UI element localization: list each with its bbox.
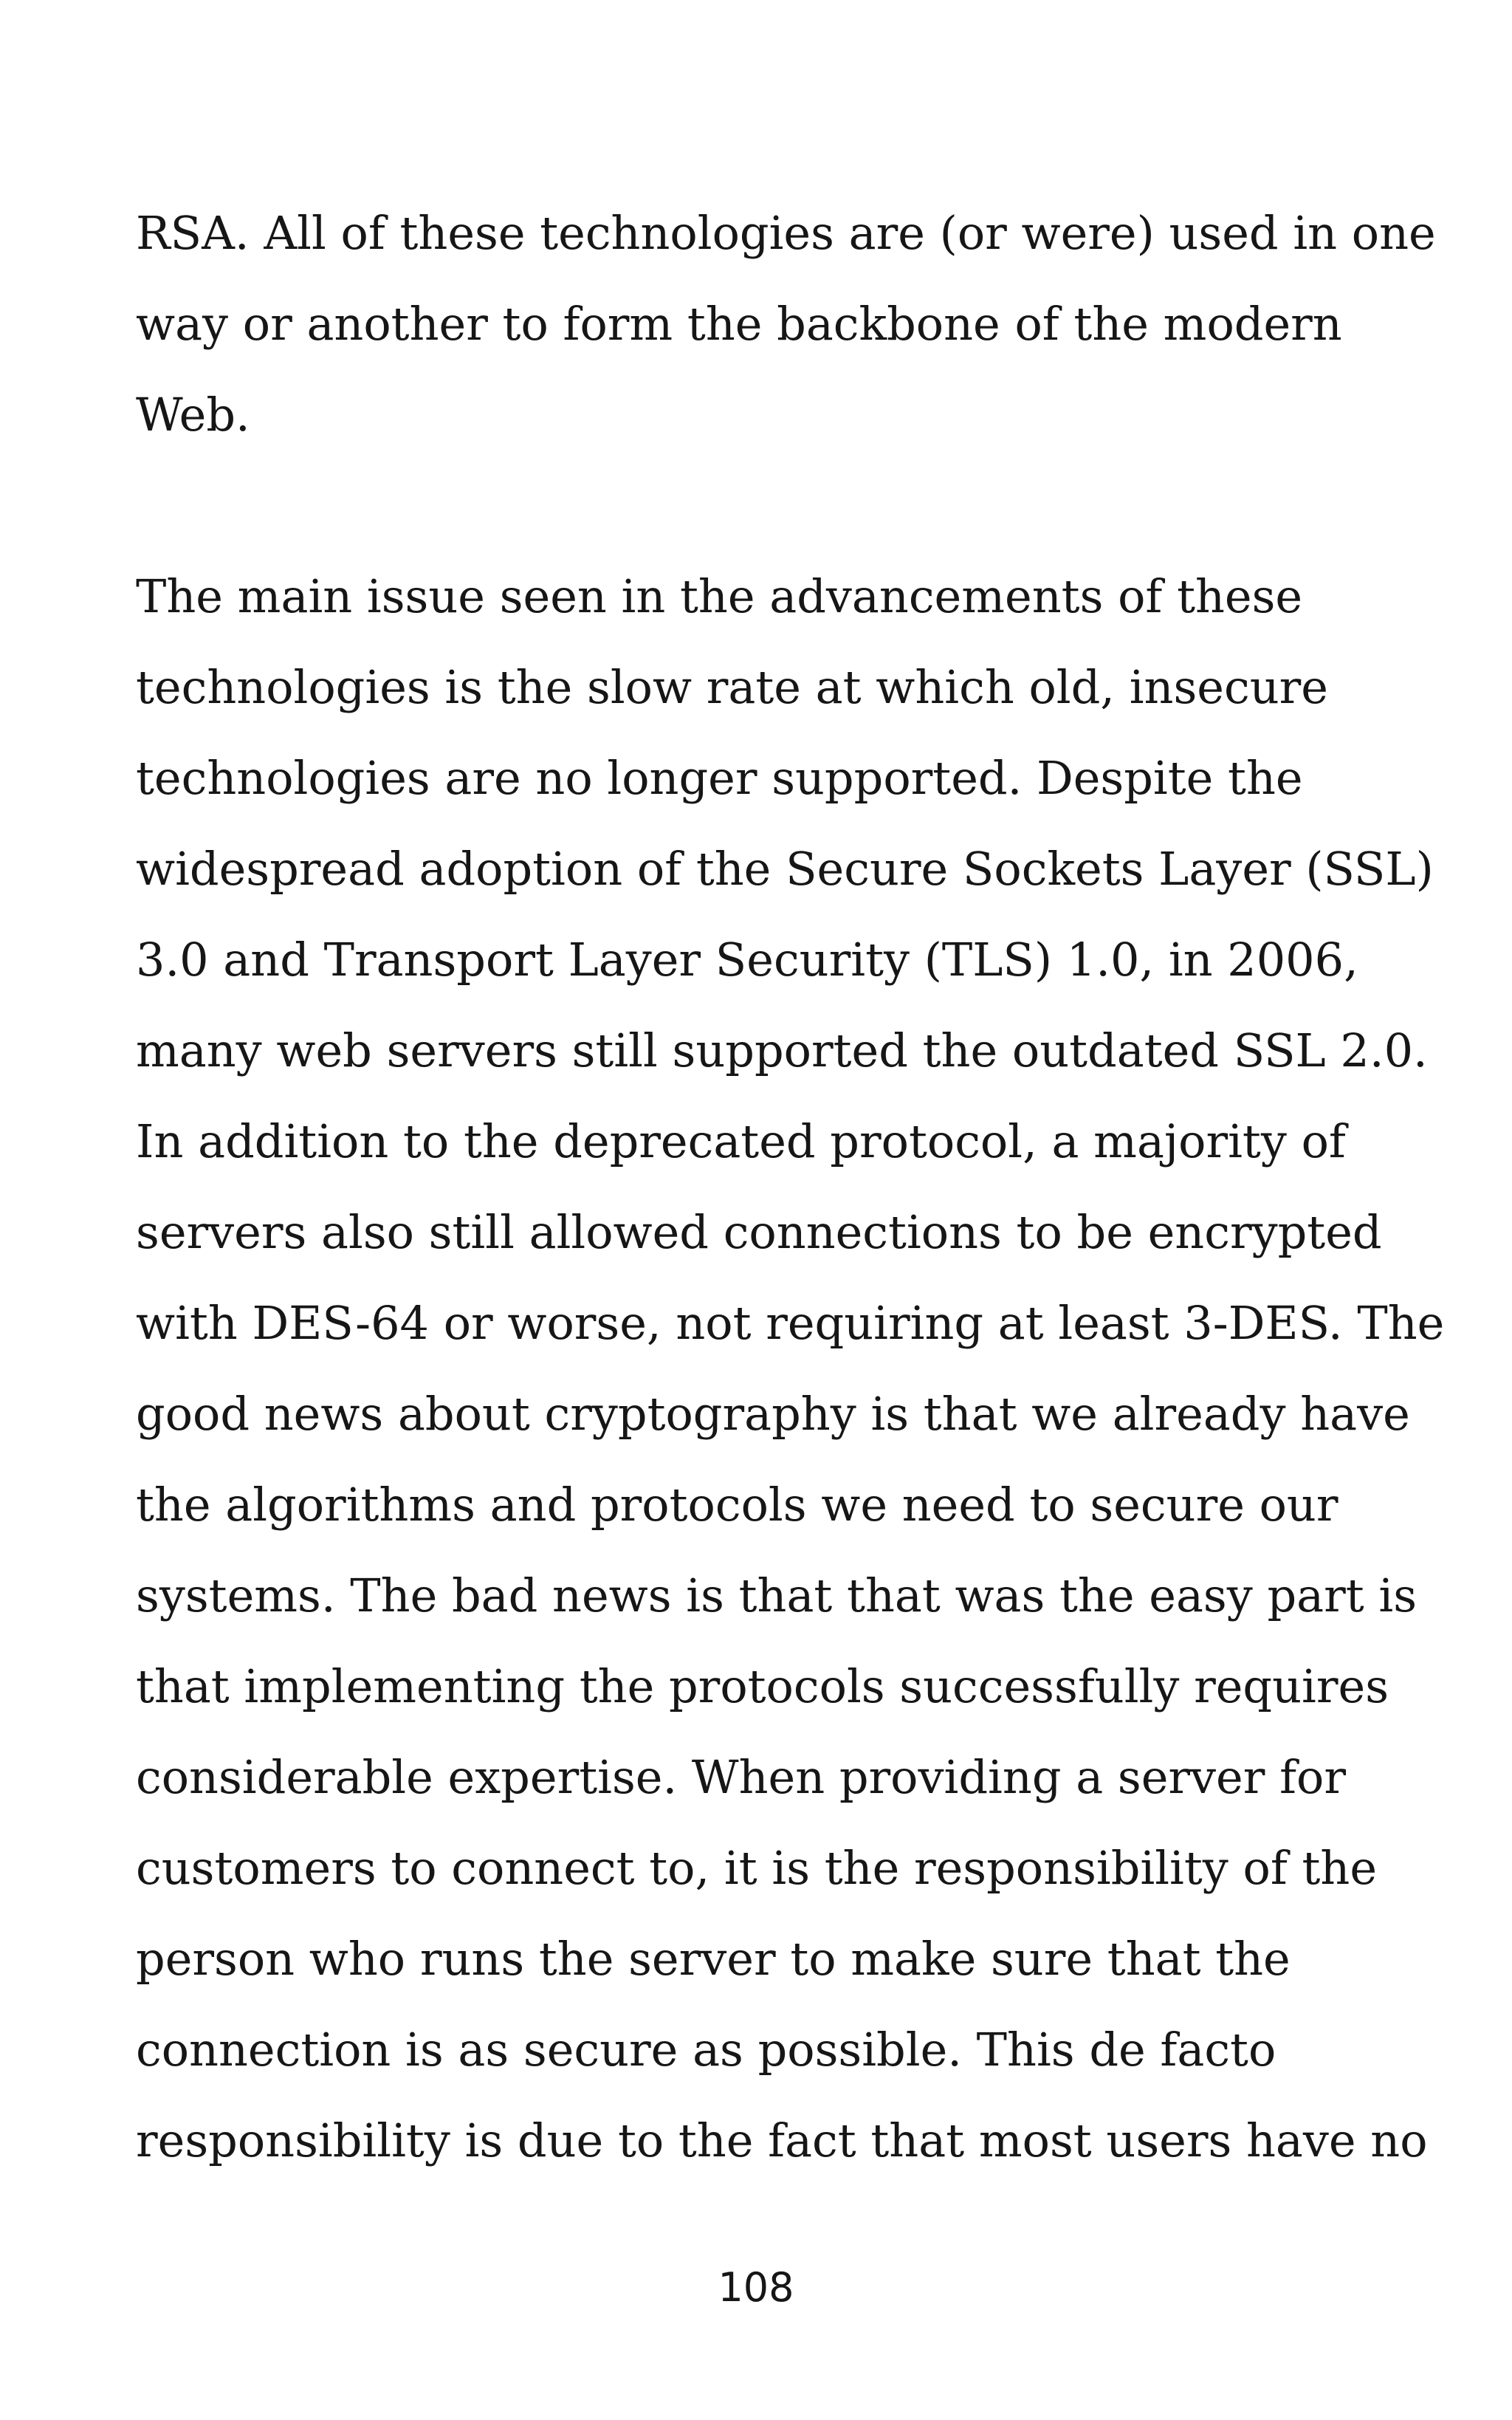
paragraph-2-line-7: In addition to the deprecated protocol, a majority of (136, 1114, 1346, 1168)
paragraph-2 (136, 551, 1445, 2186)
paragraph-2-line-14: considerable expertise. When providing a server for (136, 1750, 1347, 1804)
paragraph-2-line-6: many web servers still supported the outdated SSL 2.0. (136, 1024, 1428, 1077)
paragraph-2-line-4: widespread adoption of the Secure Sockets Layer (SSL) (136, 842, 1434, 896)
paragraph-2-line-18: responsibility is due to the fact that most users have no (136, 2114, 1428, 2167)
paragraph-2-line-9: with DES-64 or worse, not requiring at least 3-DES. The (136, 1296, 1445, 1350)
paragraph-2-line-8: servers also still allowed connections to be encrypted (136, 1205, 1382, 1259)
paragraph-2-line-15: customers to connect to, it is the responsibility of the (136, 1841, 1378, 1895)
paragraph-2-line-16: person who runs the server to make sure that the (136, 1932, 1291, 1986)
paragraph-1-line-1: RSA. All of these technologies are (or were) used in one (136, 206, 1436, 260)
paragraph-2-line-3: technologies are no longer supported. Despite the (136, 751, 1303, 805)
paragraph-1-line-3: Web. (136, 388, 250, 442)
paragraph-2-line-5: 3.0 and Transport Layer Security (TLS) 1.0, in 2006, (136, 933, 1358, 987)
paragraph-2-line-12: systems. The bad news is that that was the easy part is (136, 1569, 1418, 1622)
paragraph-1 (136, 188, 1436, 460)
page-number: 108 (718, 2264, 794, 2311)
paragraph-2-line-10: good news about cryptography is that we already have (136, 1387, 1410, 1441)
paragraph-2-line-2: technologies is the slow rate at which old, insecure (136, 660, 1328, 714)
paragraph-2-line-11: the algorithms and protocols we need to secure our (136, 1478, 1339, 1532)
paragraph-2-line-1: The main issue seen in the advancements of these (136, 569, 1303, 623)
paragraph-2-line-13: that implementing the protocols successfully requires (136, 1659, 1389, 1713)
paragraph-2-line-17: connection is as secure as possible. This de facto (136, 2023, 1276, 2077)
paragraph-1-line-2: way or another to form the backbone of the modern (136, 297, 1342, 351)
